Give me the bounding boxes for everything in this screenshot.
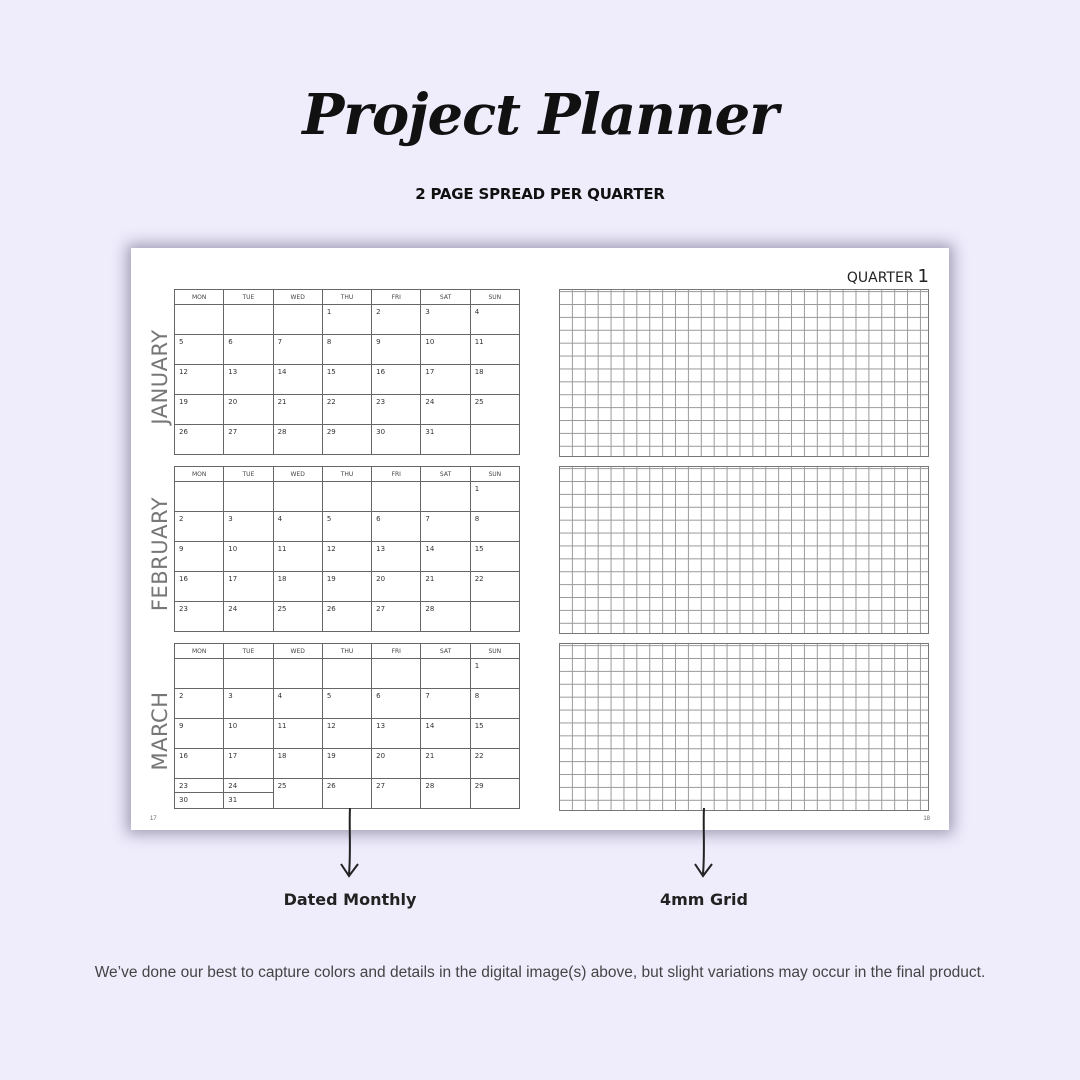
week-row [175,719,520,749]
day-cell[interactable] [273,542,322,572]
day-number: 21 [425,752,435,760]
day-number: 24 [228,605,238,613]
day-number: 16 [179,752,188,760]
weekday-header: WED [273,290,322,305]
day-number: 23 [376,398,386,406]
day-number [471,425,519,428]
day-cell[interactable] [421,779,470,809]
day-number [224,482,272,485]
week-row [175,749,520,779]
day-number: 7 [425,515,430,523]
month-label: FEBRUARY [148,496,172,612]
grid-panel[interactable] [559,466,929,634]
day-cell[interactable] [273,689,322,719]
day-cell[interactable] [273,659,322,689]
day-cell[interactable] [322,425,371,455]
week-row [175,482,520,512]
weekday-header: THU [322,467,371,482]
day-cell[interactable] [372,749,421,779]
day-number [274,482,322,485]
day-number: 22 [474,752,484,760]
day-number: 14 [425,545,435,553]
day-cell[interactable] [421,395,470,425]
day-cell[interactable] [224,749,273,779]
week-row [175,542,520,572]
day-number: 11 [277,722,287,730]
week-row [175,779,520,809]
day-number: 27 [228,428,238,436]
week-row [175,659,520,689]
day-number: 2 [376,308,381,316]
day-number: 17 [228,575,238,583]
day-number [471,602,519,605]
day-cell[interactable] [470,689,519,719]
day-cell[interactable] [273,719,322,749]
quarter-heading [847,266,929,287]
day-number: 9 [376,338,381,346]
day-number: 25 [277,782,287,790]
day-cell[interactable] [372,719,421,749]
day-cell[interactable] [175,305,224,335]
day-number: 7 [277,338,283,346]
day-number: 3 [425,308,430,316]
day-number: 2 [179,692,184,700]
month-calendar [174,289,520,455]
day-cell[interactable] [470,572,519,602]
day-number: 6 [376,515,381,523]
weekday-header: SAT [421,467,470,482]
day-cell[interactable] [322,689,371,719]
week-row [175,512,520,542]
day-number: 1 [326,308,332,316]
day-cell[interactable] [470,395,519,425]
day-cell[interactable] [421,602,470,632]
day-number [323,659,371,662]
weekday-header: MON [175,467,224,482]
day-cell[interactable] [224,572,273,602]
weekday-header: SUN [470,467,519,482]
day-cell[interactable] [224,659,273,689]
day-cell[interactable] [470,482,519,512]
arrow-down-icon [692,806,716,880]
day-cell[interactable] [322,512,371,542]
day-number: 12 [326,545,336,553]
day-cell-half[interactable] [224,793,272,807]
weekday-header: MON [175,290,224,305]
day-cell[interactable] [470,305,519,335]
day-number: 3 [228,692,233,700]
weekday-header-row [175,467,520,482]
day-number: 1 [474,662,480,670]
day-cell[interactable] [322,719,371,749]
day-cell[interactable] [372,542,421,572]
day-cell[interactable] [224,395,273,425]
week-row [175,689,520,719]
grid-panel[interactable] [559,289,929,457]
day-number: 18 [277,752,287,760]
day-cell[interactable] [273,365,322,395]
day-number: 3 [228,515,233,523]
day-cell[interactable] [372,602,421,632]
day-cell[interactable] [224,542,273,572]
day-number: 11 [474,338,484,346]
weekday-header: MON [175,644,224,659]
day-cell[interactable] [175,425,224,455]
page-number-right: 18 [923,816,930,822]
day-cell[interactable] [322,365,371,395]
day-number: 20 [228,398,238,406]
day-number: 26 [326,605,336,613]
day-cell[interactable] [273,779,322,809]
day-number: 27 [376,605,386,613]
day-cell[interactable] [470,512,519,542]
day-number: 18 [474,368,484,376]
weekday-header: TUE [224,290,273,305]
day-cell[interactable] [421,542,470,572]
day-cell[interactable] [470,425,519,455]
weekday-header: FRI [372,644,421,659]
day-number: 8 [474,692,480,700]
day-cell[interactable] [175,365,224,395]
day-cell[interactable] [372,335,421,365]
weekday-header-row [175,290,520,305]
day-number: 21 [425,575,435,583]
day-cell[interactable] [470,749,519,779]
day-number [224,305,272,308]
day-number [421,482,469,485]
day-cell[interactable] [175,395,224,425]
day-cell[interactable] [224,335,273,365]
day-number: 19 [326,575,336,583]
day-cell[interactable] [224,689,273,719]
page-subtitle: 2 PAGE SPREAD PER QUARTER [415,185,665,203]
planner-spread [131,248,949,830]
day-cell[interactable] [421,572,470,602]
day-cell[interactable] [175,779,224,809]
day-number: 20 [376,752,386,760]
day-number: 5 [326,692,332,700]
day-cell[interactable] [175,659,224,689]
day-cell[interactable] [372,659,421,689]
day-cell[interactable] [273,335,322,365]
weekday-header: THU [322,644,371,659]
week-row [175,602,520,632]
day-number [175,659,223,662]
day-number [421,659,469,662]
day-number: 12 [179,368,188,376]
day-cell[interactable] [421,365,470,395]
weekday-header: SAT [421,290,470,305]
day-cell[interactable] [322,542,371,572]
weekday-header: FRI [372,467,421,482]
day-number: 21 [277,398,287,406]
day-cell[interactable] [421,482,470,512]
day-cell[interactable] [224,779,273,809]
weekday-header: TUE [224,467,273,482]
month-label: JANUARY [148,329,172,425]
day-number: 15 [474,722,484,730]
arrow-down-icon [338,806,362,880]
day-cell[interactable] [470,659,519,689]
day-number: 5 [179,338,184,346]
day-cell[interactable] [322,395,371,425]
day-cell[interactable] [322,305,371,335]
weekday-header: FRI [372,290,421,305]
day-cell[interactable] [322,482,371,512]
day-cell-half[interactable] [175,793,223,807]
day-cell[interactable] [421,425,470,455]
page-number-left: 17 [150,816,157,822]
day-number: 14 [425,722,435,730]
weekday-header: WED [273,467,322,482]
day-cell[interactable] [175,335,224,365]
day-cell[interactable] [273,512,322,542]
day-number: 10 [228,545,238,553]
day-number: 1 [474,485,480,493]
day-number: 26 [326,782,336,790]
day-number [274,305,322,308]
day-number [372,482,420,485]
day-number: 30 [179,796,188,804]
weekday-header: SAT [421,644,470,659]
day-number: 13 [376,545,386,553]
day-cell[interactable] [224,305,273,335]
day-cell[interactable] [372,689,421,719]
day-cell[interactable] [224,365,273,395]
page-title: Project Planner [302,82,778,148]
day-number [175,305,223,308]
day-number: 31 [228,796,238,804]
day-number: 22 [474,575,484,583]
day-number: 10 [228,722,238,730]
day-number: 15 [326,368,336,376]
disclaimer-text: We’ve done our best to capture colors and details in the digital image(s) above, but slight variations may occur in the final product. [94,964,986,981]
day-cell[interactable] [224,512,273,542]
day-cell[interactable] [421,689,470,719]
day-cell[interactable] [470,365,519,395]
callout-grid: 4mm Grid [659,890,748,909]
day-cell[interactable] [273,305,322,335]
day-cell[interactable] [372,512,421,542]
day-cell[interactable] [175,719,224,749]
day-cell-half[interactable] [224,779,272,793]
day-number: 8 [474,515,480,523]
day-cell[interactable] [470,719,519,749]
month-label: MARCH [148,691,172,771]
day-cell[interactable] [273,572,322,602]
day-number: 29 [474,782,484,790]
weekday-header: WED [273,644,322,659]
day-cell[interactable] [421,335,470,365]
day-number: 5 [326,515,332,523]
day-number: 9 [179,545,184,553]
month-calendar [174,466,520,632]
week-row [175,305,520,335]
day-number: 7 [425,692,430,700]
day-number: 6 [228,338,233,346]
day-cell[interactable] [322,659,371,689]
day-cell[interactable] [175,512,224,542]
day-number: 18 [277,575,287,583]
week-row [175,425,520,455]
day-number [224,659,272,662]
day-cell[interactable] [372,365,421,395]
day-number: 30 [376,428,386,436]
day-number: 25 [277,605,287,613]
month-calendar [174,643,520,809]
day-cell[interactable] [322,602,371,632]
day-cell[interactable] [322,572,371,602]
day-number: 25 [474,398,484,406]
day-number: 28 [425,605,435,613]
day-number: 9 [179,722,184,730]
day-number: 4 [277,692,283,700]
day-cell[interactable] [273,482,322,512]
day-number: 17 [425,368,435,376]
day-number: 6 [376,692,381,700]
day-number: 27 [376,782,386,790]
day-number: 23 [179,605,188,613]
day-cell[interactable] [273,425,322,455]
day-cell[interactable] [224,425,273,455]
day-number: 23 [179,782,188,790]
day-cell[interactable] [322,335,371,365]
quarter-number: 1 [917,266,929,287]
day-number [323,482,371,485]
week-row [175,335,520,365]
day-number [175,482,223,485]
day-cell[interactable] [372,779,421,809]
weekday-header: THU [322,290,371,305]
day-number: 15 [474,545,484,553]
day-cell[interactable] [175,572,224,602]
week-row [175,365,520,395]
day-cell[interactable] [372,572,421,602]
day-number: 24 [425,398,435,406]
week-row [175,395,520,425]
day-number: 13 [376,722,386,730]
day-number: 14 [277,368,287,376]
day-number: 8 [326,338,332,346]
day-cell[interactable] [421,659,470,689]
day-number: 4 [277,515,283,523]
day-number: 2 [179,515,184,523]
day-number: 11 [277,545,287,553]
day-number: 20 [376,575,386,583]
day-cell[interactable] [372,305,421,335]
day-cell[interactable] [470,779,519,809]
weekday-header-row [175,644,520,659]
weekday-header: SUN [470,644,519,659]
day-number: 19 [326,752,336,760]
day-number: 29 [326,428,336,436]
day-number: 28 [277,428,287,436]
day-cell[interactable] [273,395,322,425]
day-cell[interactable] [322,749,371,779]
weekday-header: TUE [224,644,273,659]
day-number: 17 [228,752,238,760]
day-number: 26 [179,428,188,436]
week-row [175,572,520,602]
day-cell[interactable] [421,719,470,749]
day-number: 12 [326,722,336,730]
day-number [372,659,420,662]
day-cell[interactable] [224,482,273,512]
weekday-header: SUN [470,290,519,305]
day-cell[interactable] [322,779,371,809]
day-number: 13 [228,368,238,376]
day-cell[interactable] [273,602,322,632]
day-cell[interactable] [273,749,322,779]
day-cell[interactable] [421,749,470,779]
day-cell[interactable] [175,542,224,572]
day-number: 22 [326,398,336,406]
day-cell[interactable] [224,719,273,749]
day-number: 28 [425,782,435,790]
day-number: 31 [425,428,435,436]
day-number: 10 [425,338,435,346]
day-cell[interactable] [421,305,470,335]
day-number: 19 [179,398,188,406]
day-number: 24 [228,782,238,790]
day-cell[interactable] [175,689,224,719]
day-cell[interactable] [372,482,421,512]
day-cell[interactable] [421,512,470,542]
day-cell[interactable] [470,542,519,572]
day-cell[interactable] [470,335,519,365]
callout-dated-monthly: Dated Monthly [283,890,417,909]
day-number [274,659,322,662]
day-cell[interactable] [372,425,421,455]
day-number: 16 [376,368,386,376]
day-number: 4 [474,308,480,316]
grid-panel[interactable] [559,643,929,811]
day-cell[interactable] [175,602,224,632]
day-cell[interactable] [175,482,224,512]
day-cell[interactable] [175,749,224,779]
day-cell-half[interactable] [175,779,223,793]
quarter-label: QUARTER [846,270,914,286]
day-cell[interactable] [470,602,519,632]
day-cell[interactable] [372,395,421,425]
day-cell[interactable] [224,602,273,632]
day-number: 16 [179,575,188,583]
